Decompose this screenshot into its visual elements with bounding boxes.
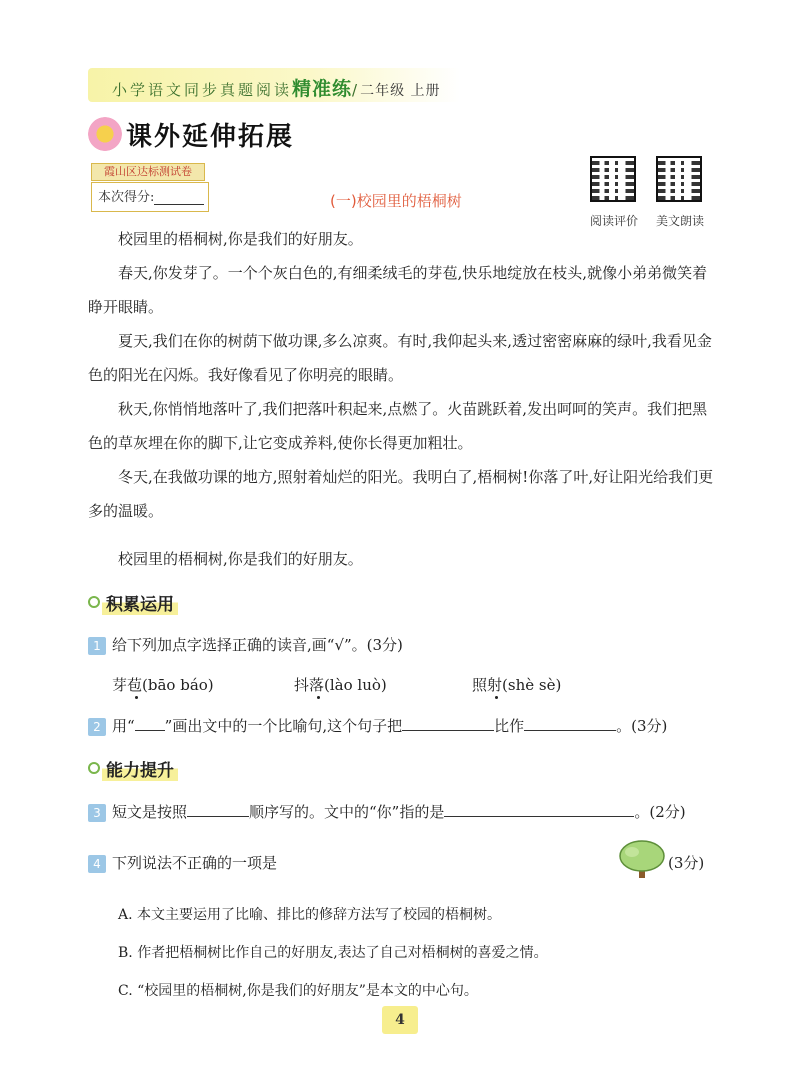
score-label: 本次得分: [98,190,155,205]
dotted-char: 苞 [127,676,143,694]
char: 照 [472,676,488,694]
answer-blank[interactable] [444,800,634,817]
paragraph: 冬天,在我做功课的地方,照射着灿烂的阳光。我明白了,梧桐树!你落了叶,好让阳光给我们更多的温暖。 [88,468,714,520]
question-text: 顺序写的。文中的“你”指的是 [249,803,445,821]
question-text: 短文是按照 [112,803,188,821]
circle-bullet-icon [88,762,100,774]
test-tag: 霞山区达标测试卷 [91,163,205,181]
answer-blank[interactable] [402,714,494,731]
section-title [88,116,294,152]
heading-text: 积累运用 [102,590,178,615]
question-number: 3 [88,804,106,822]
pinyin-choices: (shè sè) [502,676,562,694]
paragraph: 秋天,你悄悄地落叶了,我们把落叶积起来,点燃了。火苗跳跃着,发出呵呵的笑声。我们把黑色的草灰埋在你的脚下,让它变成养料,使你长得更加粗壮。 [88,400,708,452]
score-box [91,182,209,212]
paragraph: 校园里的梧桐树,你是我们的好朋友。 [118,550,363,568]
paragraph: 春天,你发芽了。一个个灰白色的,有细柔绒毛的芽苞,快乐地绽放在枝头,就像小弟弟微笑着睁开眼睛。 [88,264,708,316]
option-c[interactable]: C. “校园里的梧桐树,你是我们的好朋友”是本文的中心句。 [118,983,478,999]
qr-code-icon [590,156,636,202]
underline-sample [135,714,165,731]
score-blank[interactable] [154,190,204,205]
char: 芽 [112,676,128,694]
heading-text: 能力提升 [102,756,178,781]
tree-icon [618,838,666,880]
question-4-score: (3分) [668,854,705,872]
header-prefix: 小学语文同步真题阅读 [112,81,293,99]
qr-right-label: 美文朗读 [656,214,705,228]
paragraph: 夏天,我们在你的树荫下做功课,多么凉爽。有时,我仰起头来,透过密密麻麻的绿叶,我看见金色的阳光在闪烁。我好像看见了你明亮的眼睛。 [88,332,712,384]
pinyin-item-1[interactable] [112,674,214,695]
question-text: 比作 [494,717,525,735]
question-text: 用“ [112,717,135,735]
answer-blank[interactable] [187,800,249,817]
header-highlight: 精准练 [292,78,353,100]
page-number: 4 [382,1006,418,1034]
char: 抖 [294,676,310,694]
header-slash: / [352,81,361,99]
heading-accumulation [88,588,178,616]
qr-audio-reading[interactable] [656,156,702,202]
circle-bullet-icon [88,596,100,608]
question-text: 。(3分) [616,717,668,735]
pinyin-item-2[interactable] [294,674,387,695]
pinyin-choices: (lào luò) [324,676,387,694]
question-text: 。(2分) [634,803,686,821]
option-b[interactable]: B. 作者把梧桐树比作自己的好朋友,表达了自己对梧桐树的喜爱之情。 [118,945,548,961]
dotted-char: 射 [487,676,503,694]
header-grade: 二年级 上册 [360,83,441,99]
question-text: ”画出文中的一个比喻句,这个句子把 [164,717,403,735]
paragraph: 校园里的梧桐树,你是我们的好朋友。 [118,230,363,248]
book-header [112,74,441,101]
question-text: 下列说法不正确的一项是 [112,854,278,872]
question-number: 4 [88,855,106,873]
qr-left-label: 阅读评价 [590,214,639,228]
question-2 [88,714,667,736]
question-4 [88,852,277,873]
question-text: 给下列加点字选择正确的读音,画“√”。(3分) [112,636,403,654]
answer-blank[interactable] [524,714,616,731]
question-1 [88,634,403,655]
qr-code-icon [656,156,702,202]
question-number: 2 [88,718,106,736]
dotted-char: 落 [309,676,325,694]
pinyin-item-3[interactable] [472,674,561,695]
question-3 [88,800,686,822]
flower-mascot-icon [88,117,122,151]
pinyin-choices: (bāo báo) [142,676,214,694]
story-title: (一)校园里的梧桐树 [330,192,462,210]
section-title-text: 课外延伸拓展 [126,121,295,152]
option-a[interactable]: A. 本文主要运用了比喻、排比的修辞方法写了校园的梧桐树。 [118,907,502,923]
question-number: 1 [88,637,106,655]
qr-reading-eval[interactable] [590,156,636,202]
heading-ability [88,754,178,782]
